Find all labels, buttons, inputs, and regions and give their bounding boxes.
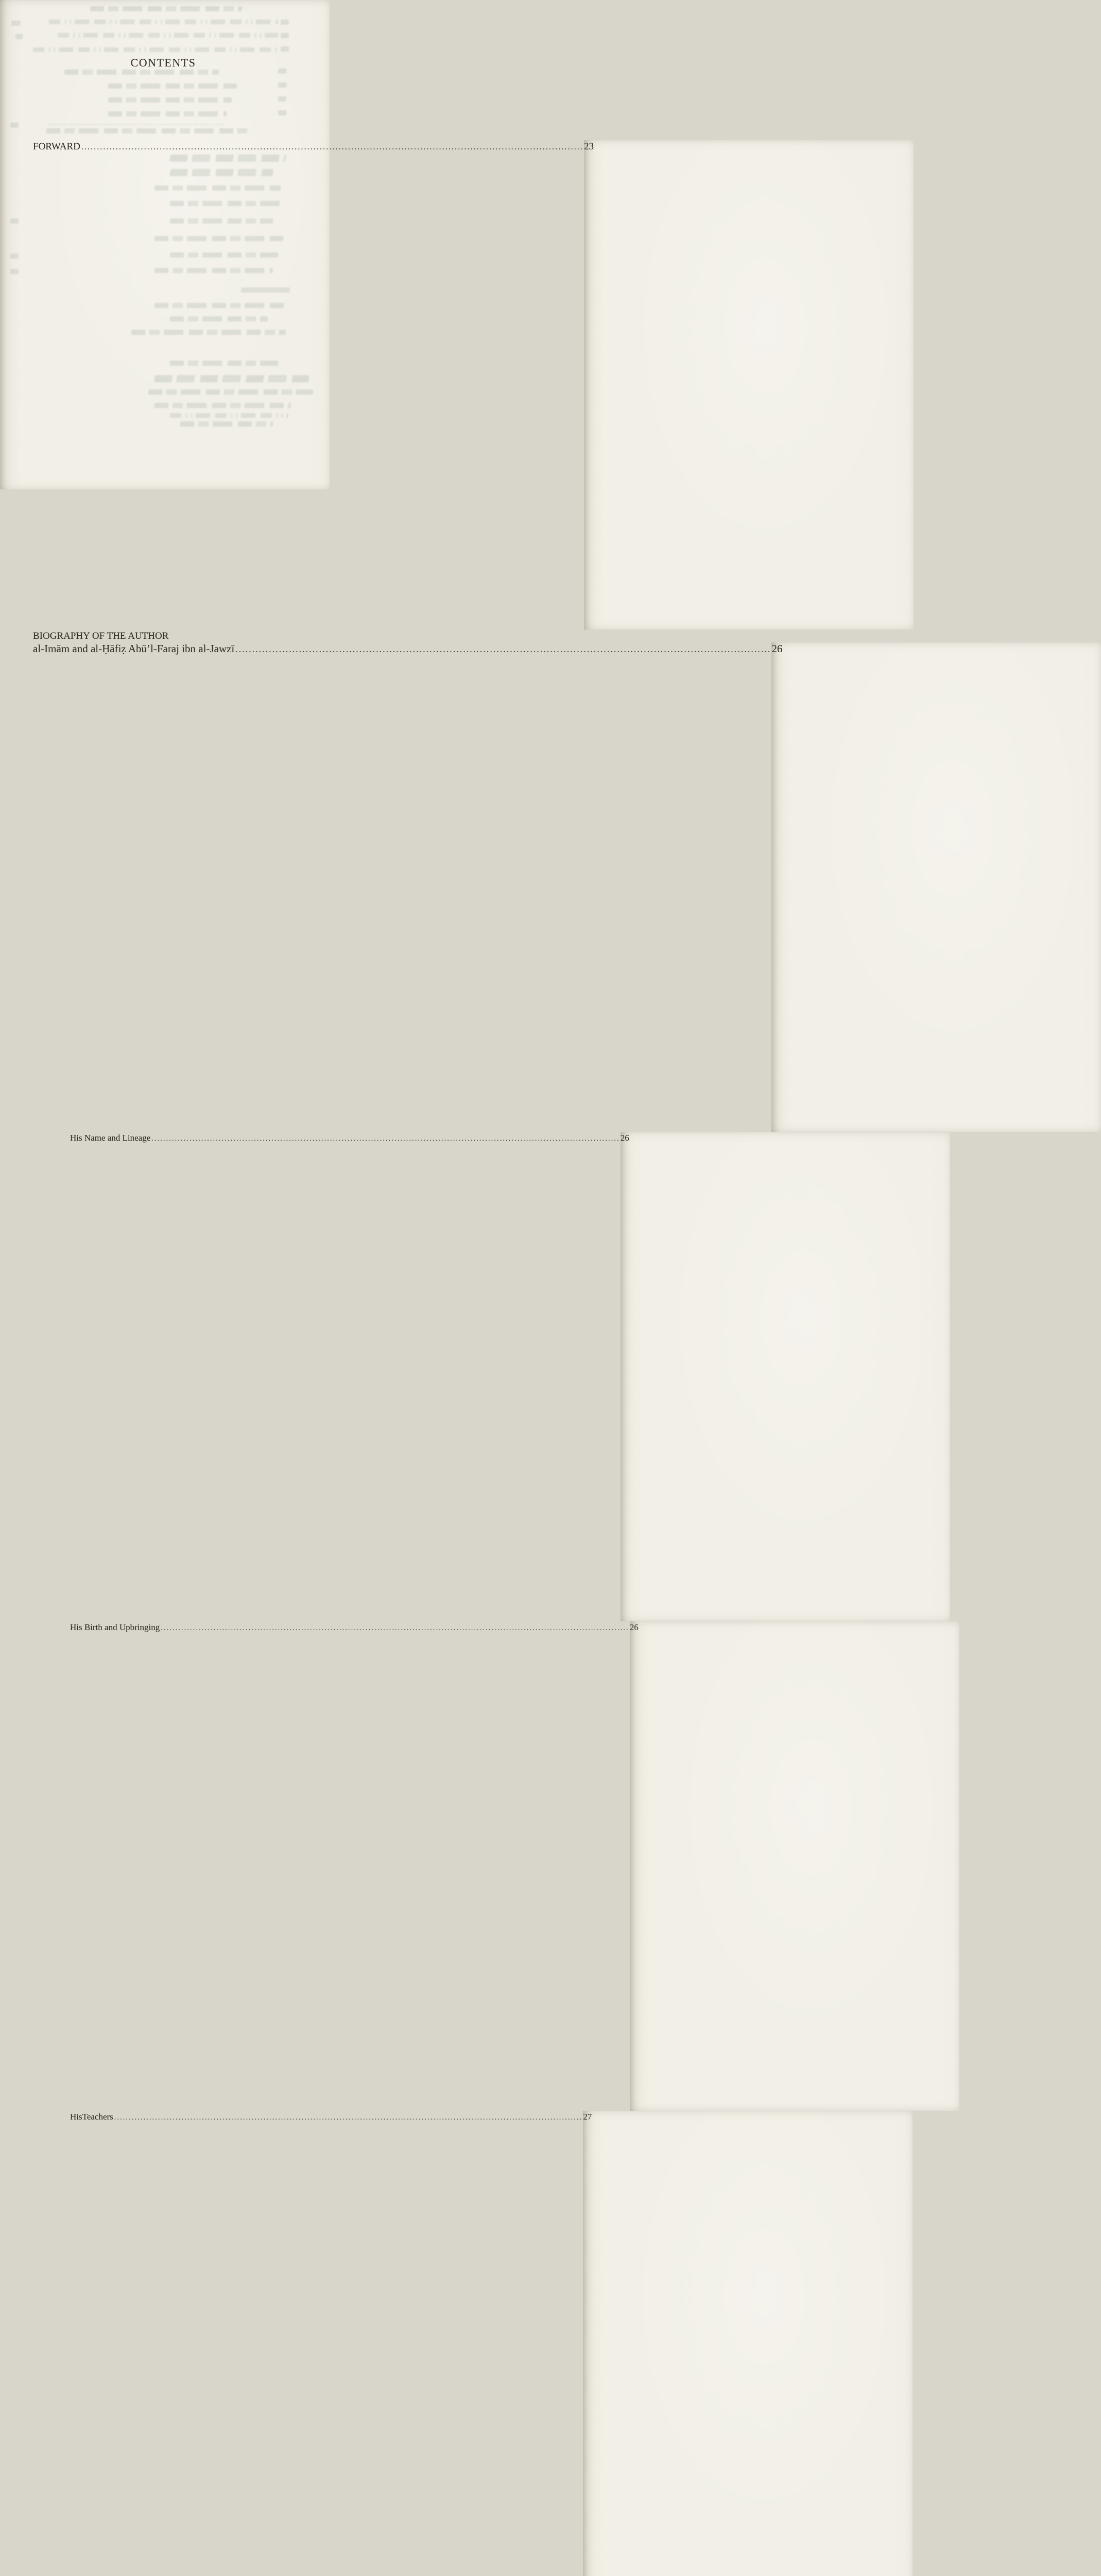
- toc-page-number: 23: [584, 140, 914, 630]
- toc-row: [33, 1621, 639, 2111]
- ghost-text-line: [90, 6, 242, 11]
- toc-row: [33, 1132, 629, 1621]
- ghost-text-line: [10, 253, 19, 259]
- ghost-text-line: [108, 83, 237, 89]
- dot-leader: ................................................................................................................................................................: [151, 1135, 620, 1143]
- toc-entry-label: [70, 1132, 150, 1144]
- toc-page-number: 26: [771, 642, 1101, 1132]
- toc-label-part: His Name and Lineage: [70, 1133, 151, 1143]
- toc-page-number: 27: [583, 2111, 913, 2576]
- ghost-text-line: [33, 47, 278, 52]
- dot-leader: ................................................................................................................................................................: [81, 143, 583, 151]
- toc-entry-label: [33, 140, 80, 153]
- toc-label-part: al-Imām and al-Ḥāfiẓ Abū’l-Faraj ibn al-Jawzī: [33, 642, 235, 655]
- ghost-text-line: [278, 96, 286, 101]
- ghost-text-line: [108, 111, 227, 116]
- toc-label-part: His Birth and Upbringing: [70, 1622, 160, 1632]
- toc-label-part: HisTeachers: [70, 2112, 113, 2122]
- ghost-text-line: [281, 46, 289, 52]
- ghost-text-line: [11, 21, 21, 26]
- ghost-text-line: [10, 218, 19, 224]
- ghost-text-line: [49, 20, 278, 24]
- page-title: CONTENTS: [130, 56, 196, 69]
- ghost-text-line: [281, 20, 289, 25]
- ghost-text-line: [46, 128, 247, 133]
- ghost-text-line: [64, 70, 219, 75]
- ghost-text-line: [108, 97, 232, 103]
- toc-group: [33, 140, 783, 2576]
- toc-page-number: 26: [621, 1132, 950, 1621]
- dot-leader: ................................................................................................................................................................: [114, 2114, 583, 2122]
- toc-entry-label: [70, 1621, 160, 1634]
- toc-row: [33, 2111, 592, 2576]
- table-of-contents: [33, 140, 783, 2576]
- ghost-text-line: [278, 82, 286, 88]
- ghost-text-line: [58, 33, 278, 38]
- toc-label-part: FORWARD: [33, 141, 80, 152]
- toc-entry-label: [33, 630, 168, 642]
- toc-row: [33, 140, 594, 630]
- toc-row: [33, 630, 294, 642]
- ghost-text-line: [10, 269, 19, 274]
- toc-label-part: BIOGRAPHY OF THE AUTHOR: [33, 631, 169, 641]
- dot-leader: ................................................................................................................................................................: [235, 645, 771, 654]
- toc-page-number: 26: [630, 1621, 959, 2111]
- ghost-text-line: [49, 124, 224, 125]
- toc-entry-label: [33, 642, 234, 655]
- toc-entry-label: [70, 2111, 113, 2123]
- ghost-text-line: [278, 110, 286, 115]
- ghost-text-line: [15, 34, 23, 39]
- toc-row: [33, 642, 783, 1132]
- ghost-text-line: [281, 33, 289, 38]
- dot-leader: ................................................................................................................................................................: [161, 1624, 629, 1632]
- ghost-text-line: [10, 123, 19, 128]
